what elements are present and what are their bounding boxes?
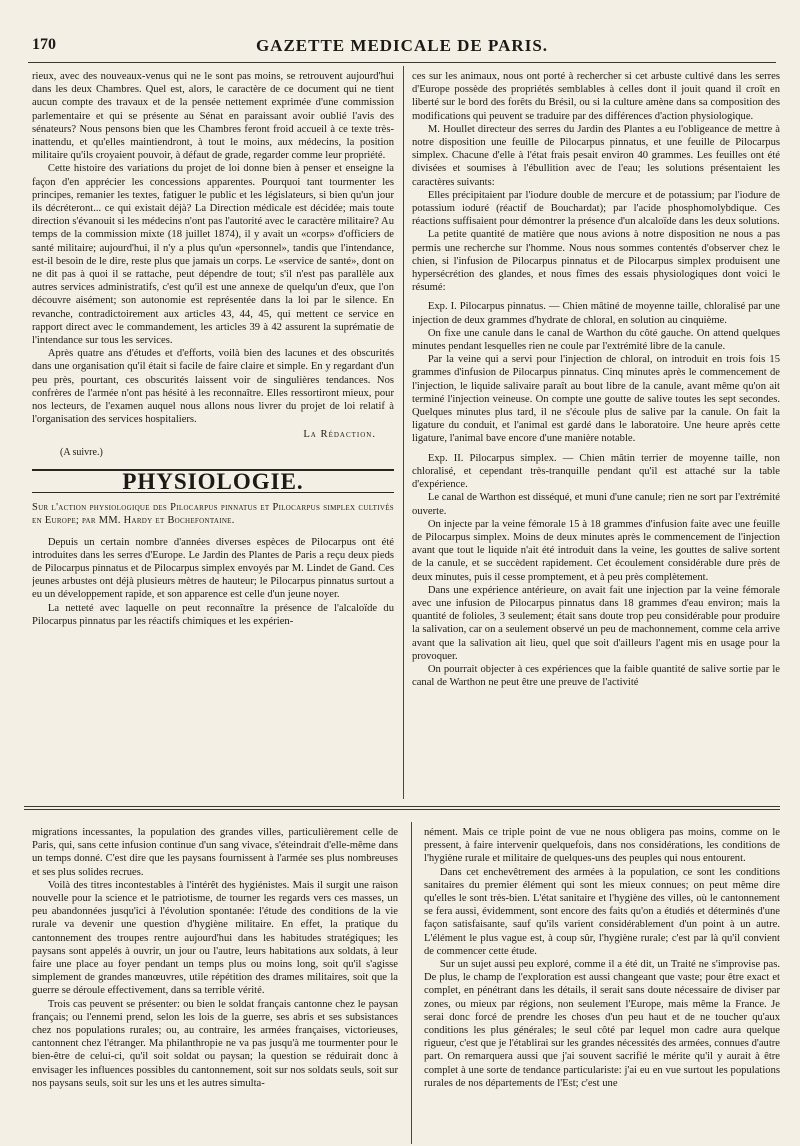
paragraph: nément. Mais ce triple point de vue ne nous obligera pas moins, comme on le pressent, à faire intervenir quelquefois, dans nos considérations, les conditions de l'hygiène rurale et militaire de quelques-uns des peuples qui nous entourent. [424,827,780,865]
experiment-heading: Exp. I. Pilocarpus pinnatus. — Chien mâtiné de moyenne taille, chloralisé par une injection de deux grammes d'hydrate de chloral, en solution au cinquième. [412,301,780,326]
journal-title: GAZETTE MEDICALE DE PARIS. [255,36,549,55]
paragraph: Elles précipitaient par l'iodure double de mercure et de potassium; par l'iodure de potassium ioduré (réactif de Bouchardat); par l'acide phosphomolybdique. Ces réactions suffisaient pour démontrer la présence d'un alcaloïde dans les deux solutions. [412,189,780,228]
paragraph: On injecte par la veine fémorale 15 à 18 grammes d'infusion faite avec une feuille de Pilocarpus simplex. Moins de deux minutes après le commencement de l'injection avant que tout le liquide n'ait été introduit dans la veine, les gouttes de salive sortent de la canule, et se succèdent rapidement. Cet écoulement considérable dure près de deux minutes, puis il cesse promptement, et à peu près complètement. [412,518,780,583]
experiment-heading: Exp. II. Pilocarpus simplex. — Chien mâtin terrier de moyenne taille, non chloralisé, et cependant très-tranquille pendant qu'il est attaché sur la table d'expérience. [412,452,780,491]
column-top-left [32,70,394,795]
article-title: Sur l'action physiologique des Pilocarpus pinnatus et Pilocarpus simplex cultivés en Europe; par MM. Hardy et Bochefontaine. [32,502,394,527]
paragraph: On fixe une canule dans le canal de Warthon du côté gauche. On attend quelques minutes pendant lesquelles rien ne coule par l'extrémité libre de la canule. [412,327,780,353]
page-number: 170 [32,36,56,53]
paragraph: Trois cas peuvent se présenter: ou bien le soldat français cantonne chez le paysan français; ou l'ennemi prend, selon les lois de la guerre, ses abris et ses subsistances chez nos populations rurales; ou, au contraire, les armées françaises, victorieuses, cantonnent chez l'étranger. Ma philanthropie ne va pas jusqu'à me tourmenter pour le bien-être de celui-ci, qu'il soit soldat ou paysan; la question se réduirait donc à envisager les influences possibles du cantonnement, soit sur nos soldats seuls, soit sur nos paysans seuls, soit sur les uns et les autres simulta- [32,998,398,1089]
paragraph: On pourrait objecter à ces expériences que la faible quantité de salive sortie par le canal de Warthon ne peut être une preuve de l'activité [412,663,780,689]
paragraph: La netteté avec laquelle on peut reconnaître la présence de l'alcaloïde du Pilocarpus pinnatus par les réactifs chimiques et les expérien- [32,602,394,627]
column-divider [411,822,412,1144]
column-bottom-left [32,826,398,1142]
column-divider [403,66,404,799]
paragraph: Dans une expérience antérieure, on avait fait une injection par la veine fémorale avec une infusion de Pilocarpus pinnatus dans 18 grammes d'eau environ; mais la quantité de folioles, 3 seulement; était sans doute trop peu considérable pour produire la salivation, car on a seulement observé un peu de machonnement, comme cela arrive avant que la salivation ait lieu, quel que soit d'ailleurs l'agent mis en usage pour la provoquer. [412,584,780,662]
page-fold-rule [24,806,780,807]
paragraph: Dans cet enchevêtrement des armées à la population, ce sont les conditions sanitaires du premier élément qui sont les mieux connues; on peut même dire qu'elles le sont très-bien. L'état sanitaire et l'hygiène des villes, où le cantonnement se fera aussi, évidemment, sont encore des faits qu'on a étudiés et déterminés d'une façon satisfaisante, sauf qu'ils varient considérablement d'un point à un autre. L'élément le plus vague est, à coup sûr, l'hygiène rurale; c'est par là qu'il convient de commencer cette étude. [424,866,780,957]
paragraph: Cette histoire des variations du projet de loi donne bien à penser et enseigne la façon d'en apprécier les concessions apparentes. Pourquoi tant tourmenter les principes, remanier les textes, fatiguer le public et les législateurs, si bien qu'un jour ils décréteront... ce qui existait déjà? La Direction médicale est décidée; mais toute direction s'évanouit si les médecins n'ont pas l'autorité avec le caractère militaire? Au temps de la commission mixte (18 juillet 1874), il y avait un «corps» d'officiers de santé militaire; aujourd'hui, il n'y a plus qu'un «personnel», tandis que l'intendance, est-il besoin de le dire, reste plus que jamais un corps. Le «service de santé», dont on ne dit pas à quoi il se rattache, peut dépendre de tout; s'il n'est pas parallèle aux autres services administratifs, c'est qu'il est une annexe de quelqu'un d'eux, que l'on découvre aisément; son autonomie est représentée dans la loi par le silence. En revanche, contradictoirement aux articles 43, 44, 45, qui mettent ce service en rapport direct avec le commandement, les articles 39 à 42 assurent la suprématie de l'intendance sur tous les services. [32,163,394,347]
paragraph: M. Houllet directeur des serres du Jardin des Plantes a eu l'obligeance de mettre à notre disposition une feuille de Pilocarpus pinnatus, et une feuille de Pilocarpus simplex. Chacune d'elle à l'état frais pesait environ 40 grammes. Les feuilles ont été divisées et soumises à l'ébullition avec de l'eau; les solutions présentaient les caractères suivants: [412,123,780,188]
column-bottom-right [424,826,780,1142]
paragraph: Après quatre ans d'études et d'efforts, voilà bien des lacunes et des obscurités dans une organisation qu'il était si facile de faire claire et simple. En y regardant d'un peu près, pourtant, ces obscurités laissent voir de singulières tendances. Nos confrères de l'armée n'ont pas hésité à les reconnaître. Elles ressortiront mieux, pour nos lecteurs, de l'examen auquel nous allons nous livrer du projet de loi relatif à l'organisation des services hospitaliers. [32,348,394,426]
paragraph: ces sur les animaux, nous ont porté à rechercher si cet arbuste cultivé dans les serres d'Europe possède des propriétés semblables à celles dont il jouit quand il croît en liberté sur le bord des forêts du Brésil, ou si la culture amène dans sa composition des modifications qui peuvent se traduire par des différences d'action physiologique. [412,71,780,122]
paragraph: Sur un sujet aussi peu exploré, comme il a été dit, un Traité ne s'improvise pas. De plus, le champ de l'exploration est aussi changeant que vaste; pour être exact et complet, en pénétrant dans les détails, il serait sans doute nécessaire de diviser par zones, ou mieux par régions, non seulement l'Europe, mais même la France. Je serai donc forcé de prendre les choses d'un peu haut et de ne toucher qu'aux conditions les plus générales; le seul côté par lequel mon cadre aura quelque rigueur, c'est que je l'établirai sur les grandes nécessités des armées, connues d'autre part. On remarquera aussi que j'ai souvent sacrifié le mérite qu'il y aurait à être complet à une sorte de tendance particulariste: j'ai eu en vue surtout les populations rurales de nos départements de l'Est; c'est une [424,959,780,1089]
paragraph: Voilà des titres incontestables à l'intérêt des hygiénistes. Mais il surgit une raison nouvelle pour la science et le patriotisme, de tourner les regards vers ces masses, un peu abandonnées jusqu'ici à l'évolution spontanée: l'étude des conditions de la vie rurale va devenir une question d'hygiène militaire. En effet, la pratique du cantonnement des troupes rentre aujourd'hui dans les habitudes stratégiques; les paysans sont appelés à ouvrir, un jour ou l'autre, leurs habitations aux soldats, à leur faire une place au foyer pendant un temps plus ou moins long, soit qu'il s'agisse simplement de grandes manœuvres, utile répétition des drames militaires, soit que la guerre se déroule effectivement, dans sa terrible vérité. [32,879,398,997]
paragraph: Le canal de Warthon est disséqué, et muni d'une canule; rien ne sort par l'extrémité ouverte. [412,492,780,517]
paragraph: La petite quantité de matière que nous avions à notre disposition ne nous a pas permis une recherche sur l'homme. Nous nous sommes contentés d'observer chez le chien, si l'infusion de Pilocarpus pinnatus et de Pilocarpus simplex produisent une hypersécrétion des glandes, et nous fîmes des essais physiologiques dont voici le résumé: [412,229,780,294]
paragraph: migrations incessantes, la population des grandes villes, particulièrement celle de Paris, qui, sans cette infusion continue d'un sang vivace, s'éteindrait d'elle-même dans un temps donné. C'est dire que les paysans fournissent à l'armée ses plus nombreuses et ses plus solides recrues. [32,827,398,878]
column-top-right [412,70,780,795]
page-fold-rule [24,809,780,810]
running-header [32,36,772,58]
to-be-continued: (A suivre.) [60,446,103,458]
header-rule [28,62,776,63]
paragraph: rieux, avec des nouveaux-venus qui ne le sont pas moins, se retrouvent aujourd'hui dans les deux Chambres. Quel est, alors, le caractère de ce document qui ne tient aucun compte des travaux et de la pensée nettement exprimée d'une commission parlementaire et qui se présente au Sénat en paraissant avoir oublié l'avis des sénateurs? Nous pensons bien que les Chambres feront froid accueil à ce texte très-inattendu, et qu'elles maintiendront, à tout le moins, aux médecins, la position militaire qu'ils croyaient pouvoir, à défaut de grade, regarder comme leur propriété. [32,71,394,162]
paragraph: Depuis un certain nombre d'années diverses espèces de Pilocarpus ont été introduites dans les serres d'Europe. Le Jardin des Plantes de Paris a reçu deux pieds de Pilocarpus pinnatus et de Pilocarpus simplex envoyés par M. Lindet de Gand. Ces jeunes arbustes ont déjà plusieurs mètres de hauteur; le Pilocarpus pinnatus surtout a eu un développement rapide, et son apparence est celle d'un jeune noyer. [32,536,394,601]
section-heading: PHYSIOLOGIE. [32,469,394,493]
editorial-signoff: La Rédaction. [303,429,376,441]
paragraph: Par la veine qui a servi pour l'injection de chloral, on introduit en trois fois 15 grammes d'infusion de Pilocarpus pinnatus. Cinq minutes après le commencement de l'injection, le liquide salivaire paraît au bout libre de la canule, avant même qu'on ait terminé l'injection veineuse. On compte une goutte de salive toutes les sept secondes. Quelques minutes plus tard, il ne s'écoule plus de salive par la canule. On fait la ligature du conduit, et l'animal est gardé dans le laboratoire. Une heure après cette ligature, l'animal bave encore d'une manière notable. [412,354,780,445]
